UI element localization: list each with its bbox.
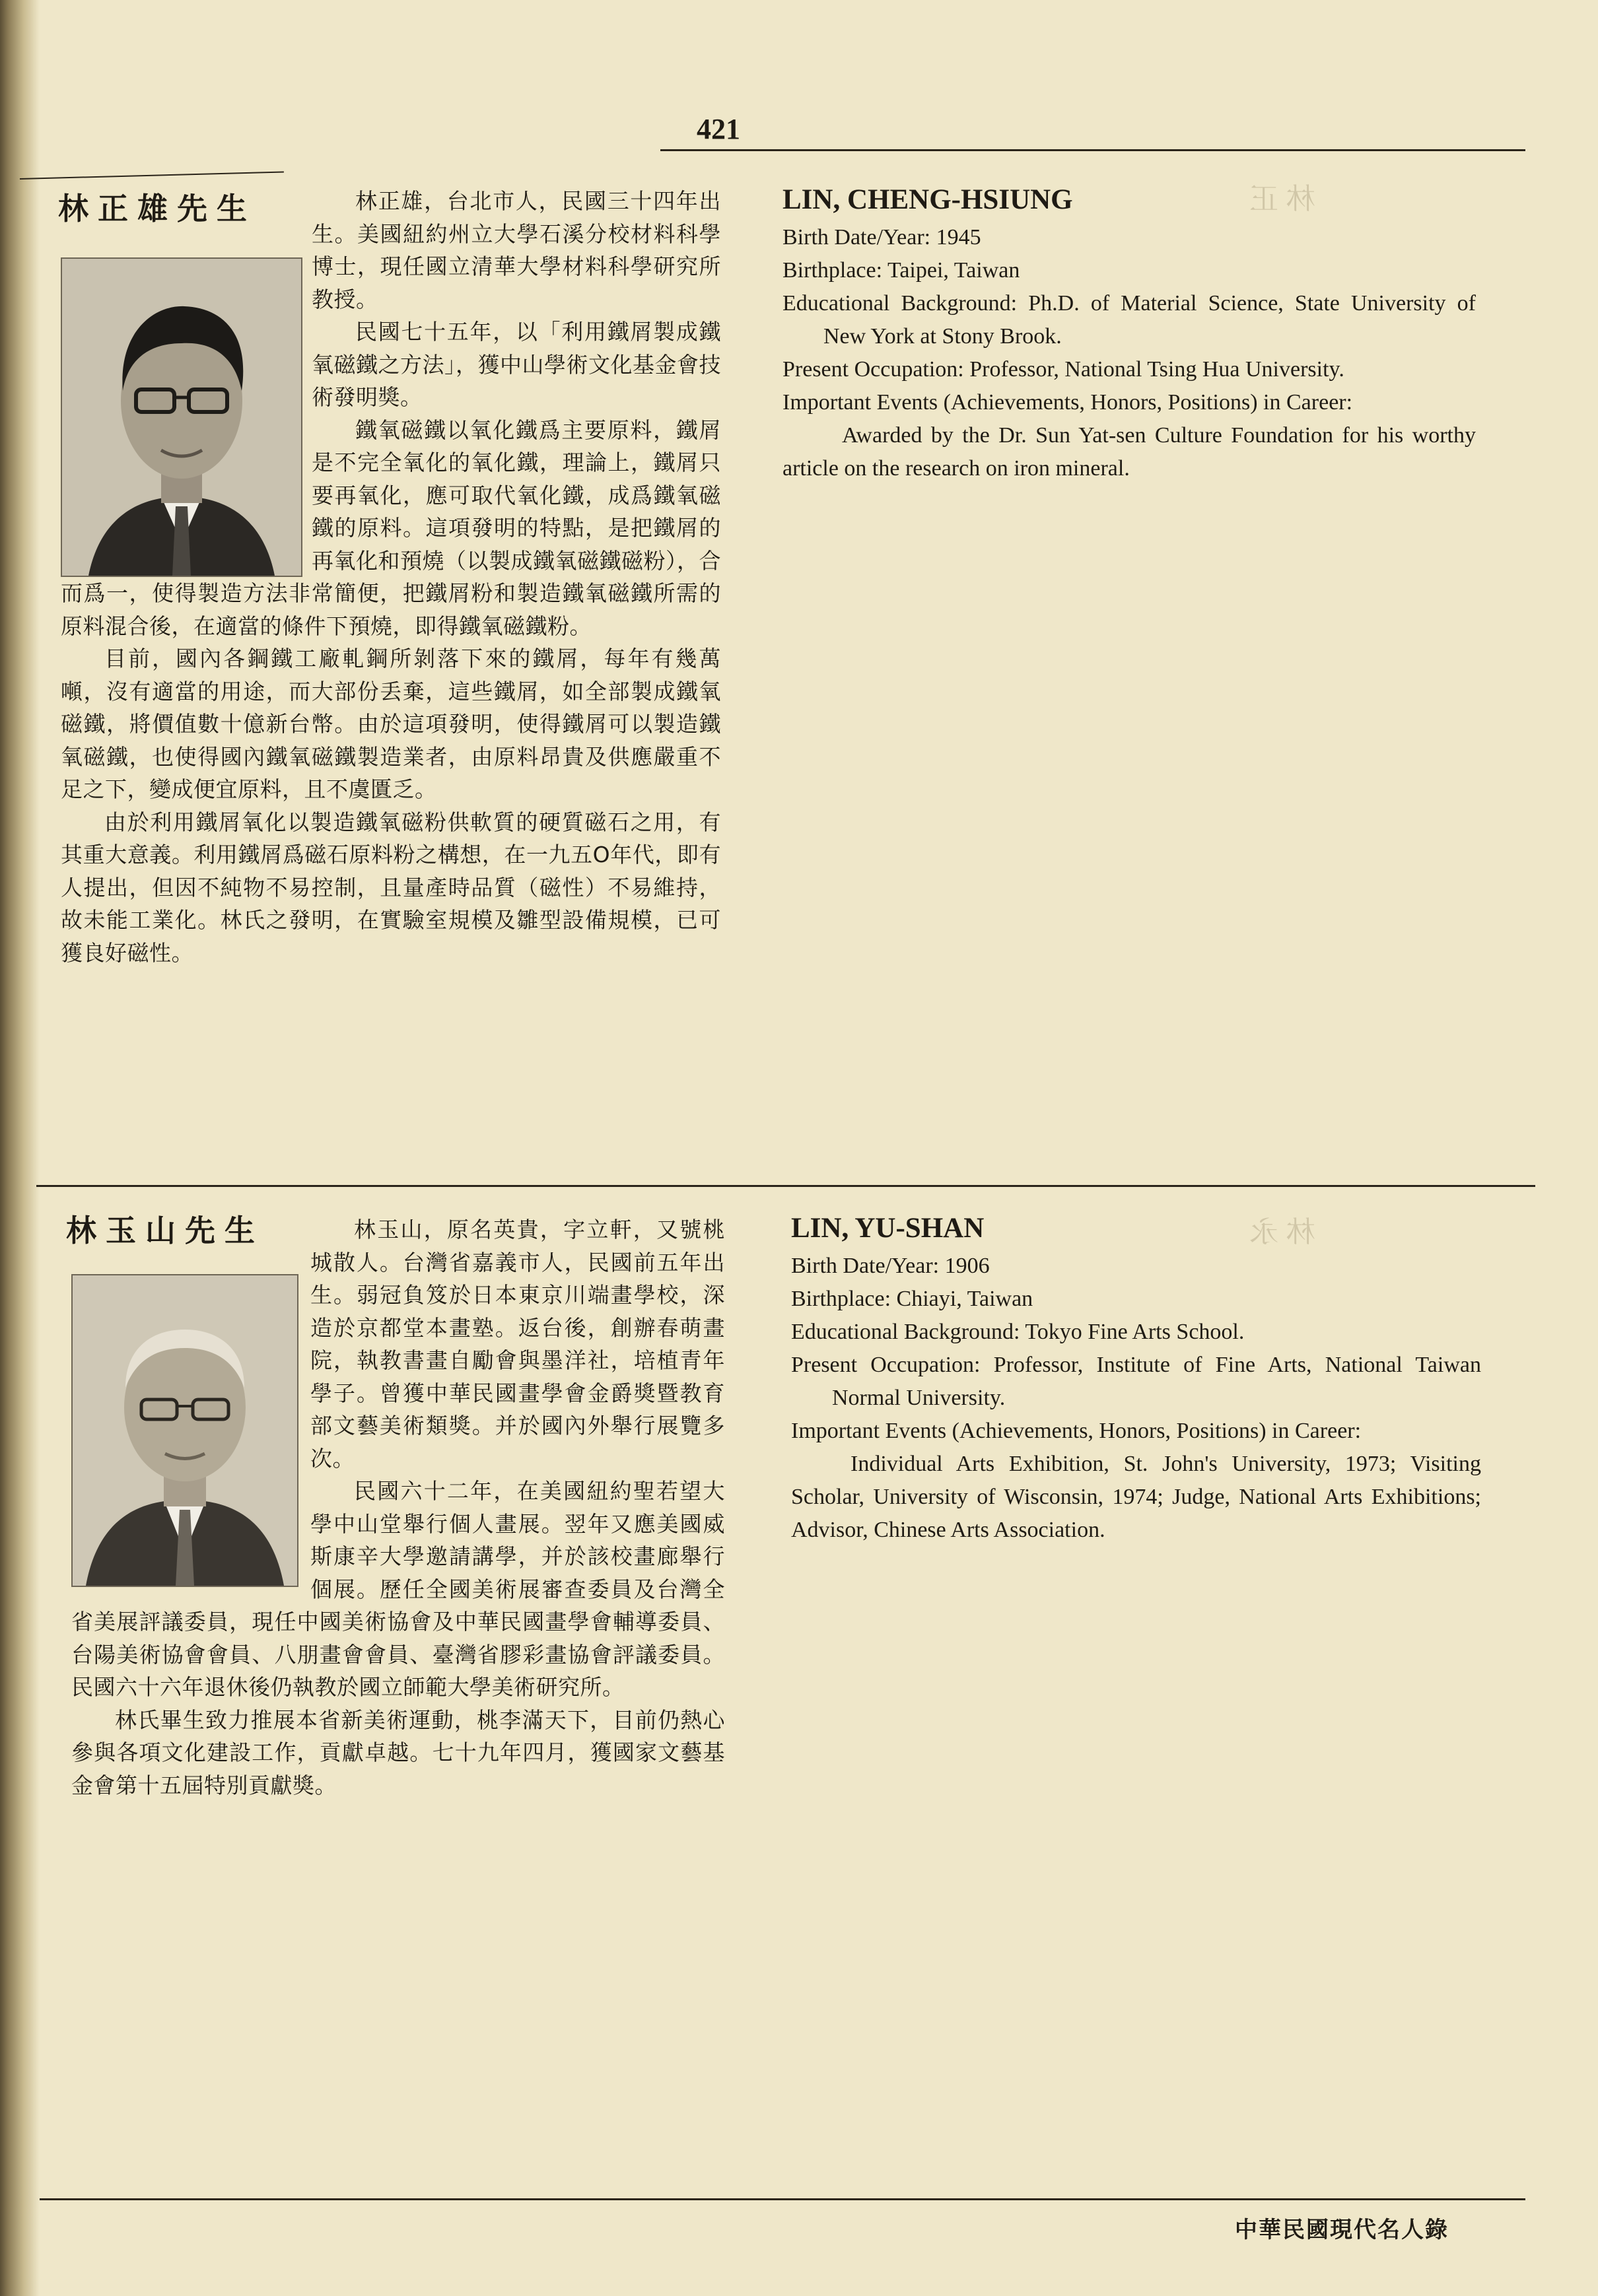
birthplace-row: Birthplace: Chiayi, Taiwan [791, 1287, 1033, 1311]
award-text: Individual Arts Exhibition, St. John's University, 1973; Visiting Scholar, University of Wisconsin, 1974; Judge, National Arts Exhibitions; Advisor, Chinese Arts Association. [791, 1452, 1481, 1542]
bleed-through-text: 林正 [1241, 182, 1315, 216]
bio-paragraph: 林氏畢生致力推展本省新美術運動，桃李滿天下，目前仍熱心參與各項文化建設工作，貢獻卓越。七十九年四月，獲國家文藝基金會第十五屆特別貢獻獎。 [71, 1706, 725, 1798]
chinese-name: 林玉山先生 [66, 1213, 264, 1248]
bio-paragraph: 林玉山，原名英貴，字立軒，又號桃城散人。台灣省嘉義市人，民國前五年出生。弱冠負笈於日本東京川端畫學校，深造於京都堂本畫塾。返台後，創辦春萌畫院，執教書畫自勵會與墨洋社，培植青年學子。曾獲中華民國畫學會金爵獎暨教育部文藝美術類獎。并於國內外舉行展覽多次。 [310, 1217, 725, 1471]
bleed-through-text: 林永 [1241, 1215, 1315, 1249]
photo-wrap-spacer [61, 185, 312, 574]
english-name: LIN, YU-SHAN [791, 1213, 985, 1244]
occupation-row: Present Occupation: Professor, Institute of Fine Arts, National Taiwan Normal University. [791, 1353, 1481, 1410]
footer-book-title: 中華民國現代名人錄 [1235, 2217, 1449, 2243]
events-heading-row: Important Events (Achievements, Honors, Positions) in Career: [791, 1419, 1362, 1443]
page-number: 421 [697, 113, 740, 145]
occupation-row: Present Occupation: Professor, National Tsing Hua University. [782, 357, 1344, 382]
english-biography [791, 1210, 1481, 1547]
bio-paragraph: 民國六十二年，在美國紐約聖若望大學中山堂舉行個人畫展。翌年又應美國威斯康辛大學邀請講學，并於該校畫廊舉行個展。歷任全國美術展審查委員及台灣全省美展評議委員，現任中國美術協會及中華民國畫學會輔導委員、台陽美術協會會員、八朋畫會會員、臺灣省膠彩畫協會評議委員。民國六十六年退休後仍執教於國立師範大學美術研究所。 [71, 1478, 725, 1700]
birthplace-row: Birthplace: Taipei, Taiwan [782, 258, 1020, 283]
chinese-biography [61, 185, 721, 969]
birth-date-row: Birth Date/Year: 1945 [782, 225, 981, 250]
header-rule-left [20, 172, 284, 180]
education-row: Educational Background: Tokyo Fine Arts School. [791, 1320, 1245, 1344]
photo-wrap-spacer [71, 1213, 310, 1590]
chinese-name: 林正雄先生 [58, 191, 256, 226]
award-text: Awarded by the Dr. Sun Yat-sen Culture Foundation for his worthy article on the research on iron mineral. [782, 423, 1476, 481]
english-name: LIN, CHENG-HSIUNG [782, 184, 1073, 215]
header-rule [660, 149, 1525, 151]
bio-paragraph: 由於利用鐵屑氧化以製造鐵氧磁粉供軟質的硬質磁石之用，有其重大意義。利用鐵屑爲磁石原料粉之構想，在一九五O年代，即有人提出，但因不純物不易控制，且量產時品質（磁性）不易維持，故未能工業化。林氏之發明，在實驗室規模及雛型設備規模，已可獲良好磁性。 [61, 809, 721, 966]
chinese-biography [71, 1213, 725, 1802]
events-heading-row: Important Events (Achievements, Honors, Positions) in Career: [782, 390, 1353, 415]
page-binding-shadow [0, 0, 40, 2296]
education-row: Educational Background: Ph.D. of Material Science, State University of New York at Stony Brook. [782, 291, 1476, 349]
bio-paragraph: 目前，國內各鋼鐵工廠軋鋼所剝落下來的鐵屑，每年有幾萬噸，沒有適當的用途，而大部份丢棄，這些鐵屑，如全部製成鐵氧磁鐵，將價值數十億新台幣。由於這項發明，使得鐵屑可以製造鐵氧磁鐵，也使得國內鐵氧磁鐵製造業者，由原料昂貴及供應嚴重不足之下，變成便宜原料，且不虞匱乏。 [61, 646, 721, 802]
bio-paragraph: 民國七十五年，以「利用鐵屑製成鐵氧磁鐵之方法」，獲中山學術文化基金會技術發明獎。 [312, 319, 721, 410]
section-divider [36, 1185, 1535, 1187]
footer-rule [40, 2198, 1525, 2200]
bio-paragraph: 林正雄，台北市人，民國三十四年出生。美國紐約州立大學石溪分校材料科學博士，現任國立清華大學材料科學研究所教授。 [312, 188, 721, 312]
birth-date-row: Birth Date/Year: 1906 [791, 1254, 990, 1278]
bio-paragraph: 鐵氧磁鐵以氧化鐵爲主要原料，鐵屑是不完全氧化的氧化鐵，理論上，鐵屑只要再氧化，應可取代氧化鐵，成爲鐵氧磁鐵的原料。這項發明的特點，是把鐵屑的再氧化和預燒（以製成鐵氧磁鐵磁粉），合而爲一，使得製造方法非常簡便，把鐵屑粉和製造鐵氧磁鐵所需的原料混合後，在適當的條件下預燒，即得鐵氧磁鐵粉。 [61, 417, 721, 639]
english-biography [782, 182, 1476, 485]
